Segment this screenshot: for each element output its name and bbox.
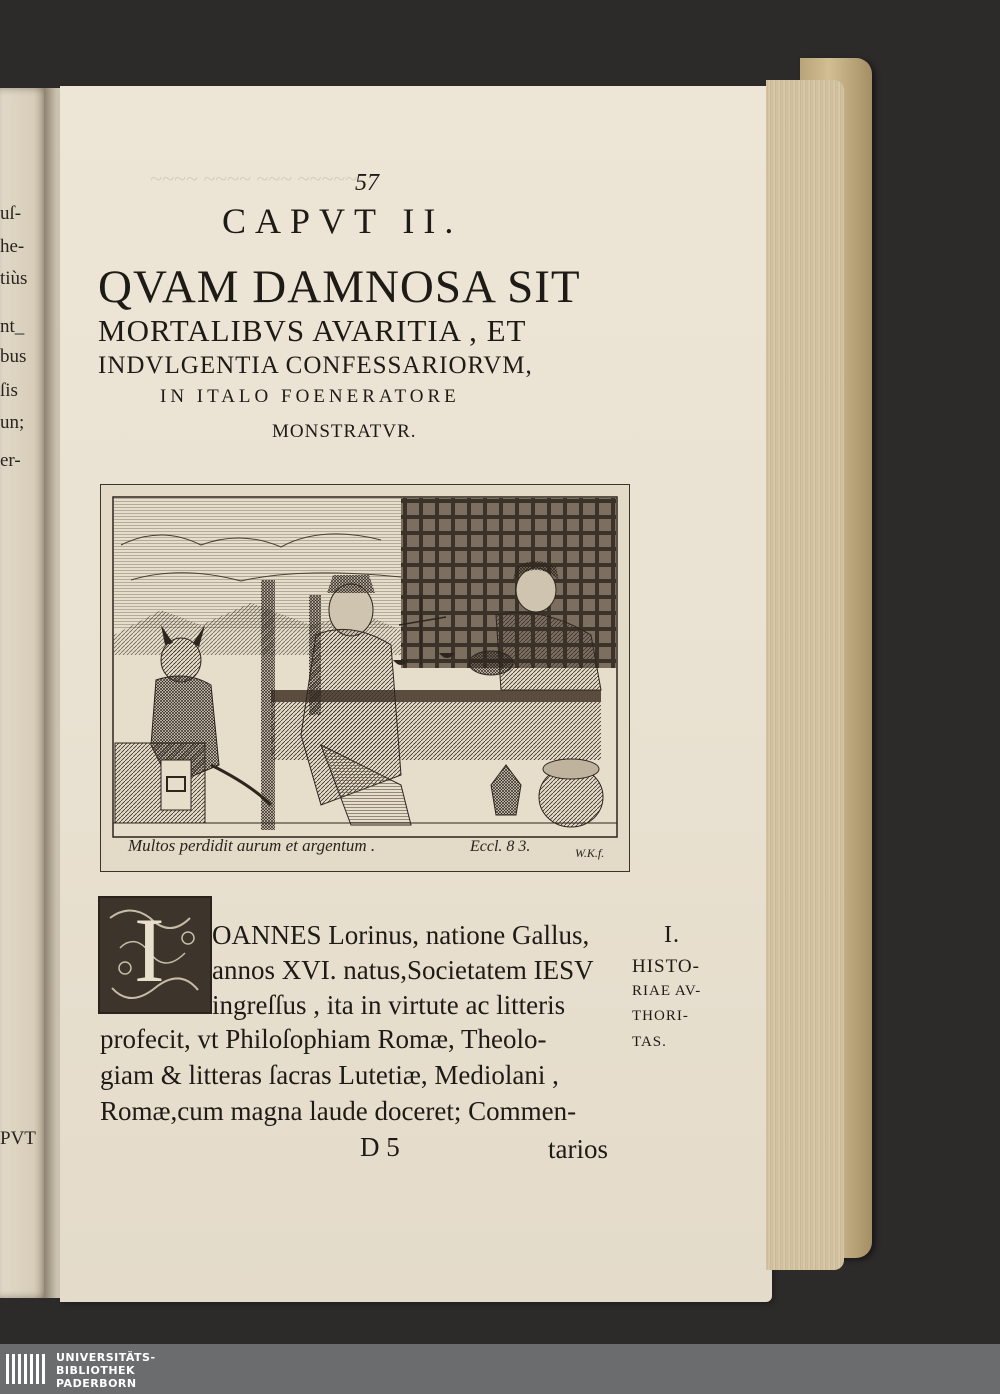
body-line: ingreſſus , ita in virtute ac litteris [212,990,566,1020]
left-page-footer: PVT [0,1128,36,1149]
left-page [0,88,48,1298]
library-footer-bar [0,1344,1000,1394]
engraving-illustration [100,484,630,872]
left-page-line: nt_ [0,316,25,337]
left-page-line: ſis [0,380,18,401]
body-line: OANNES Lorinus, natione Gallus, [212,920,590,950]
left-page-line: tiùs [0,268,28,289]
body-line: profecit, vt Philoſophiam Romæ, Theolo- [100,1024,547,1054]
margin-note-line: TAS. [632,1034,667,1050]
margin-note-line: THORI- [632,1008,689,1024]
catchword: tarios [548,1134,608,1164]
library-logo-line: UNIVERSITÄTS- [56,1351,156,1364]
body-line: annos XVI. natus,Societatem IESV [212,955,594,985]
page-number: 57 [355,170,379,196]
engraving-reference: Eccl. 8 3. [470,838,531,855]
left-page-line: he- [0,236,25,257]
library-logo-icon [6,1350,46,1388]
left-page-line: un; [0,412,25,433]
margin-note-line: I. [664,922,680,948]
show-through-text: ~~~~ ~~~~ ~~~ ~~~~~ [150,166,357,191]
left-page-line: er- [0,450,21,471]
body-line: giam & litteras ſacras Lutetiæ, Mediolani , [100,1060,559,1090]
chapter-heading: CAPVT II. [222,201,463,241]
signature-mark: D 5 [360,1132,400,1162]
body-line: Romæ,cum magna laude doceret; Commen- [100,1096,577,1126]
chapter-subtitle-2: INDVLGENTIA CONFESSARIORVM, [98,352,533,379]
left-page-line: uſ- [0,203,22,224]
margin-note-line: HISTO- [632,956,700,977]
page-block-edges [766,80,844,1270]
margin-note-line: RIAE AV- [632,983,702,999]
engraving-caption: Multos perdidit aurum et argentum . [128,836,376,855]
left-page-line: bus [0,346,27,367]
decorated-initial [98,896,212,1014]
chapter-title: QVAM DAMNOSA SIT [98,261,581,313]
engraver-signature: W.K.f. [575,846,605,860]
chapter-subtitle-3: IN ITALO FOENERATORE [160,386,460,407]
library-logo-line: PADERBORN [56,1377,137,1390]
chapter-subtitle-4: MONSTRATVR. [272,421,417,442]
engraving-artwork [101,485,629,871]
library-logo-line: BIBLIOTHEK [56,1364,136,1377]
decorated-initial-letter: I [134,899,165,1001]
chapter-subtitle-1: MORTALIBVS AVARITIA , ET [98,313,527,348]
